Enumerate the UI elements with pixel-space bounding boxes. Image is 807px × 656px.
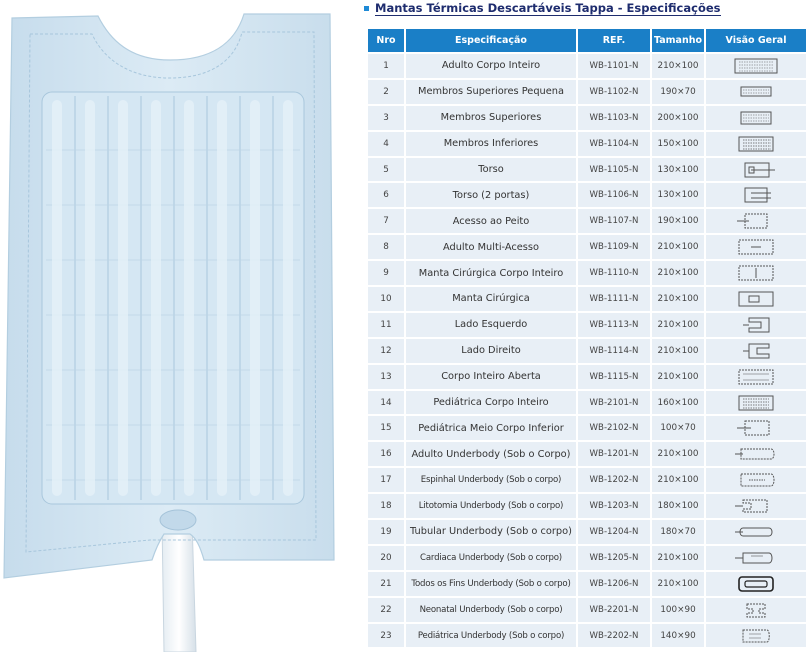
row-size: 130×100 bbox=[652, 183, 704, 207]
row-reference: WB-1104-N bbox=[578, 132, 650, 156]
pediatric-underbody-blanket-icon bbox=[706, 624, 806, 648]
table-row bbox=[368, 520, 806, 544]
multi-access-blanket-icon bbox=[706, 235, 806, 259]
table-body bbox=[368, 54, 806, 647]
row-specification: Pediátrica Corpo Inteiro bbox=[406, 391, 576, 415]
row-size: 210×100 bbox=[652, 339, 704, 363]
left-side-blanket-icon bbox=[706, 313, 806, 337]
row-reference: WB-1201-N bbox=[578, 442, 650, 466]
row-reference: WB-1110-N bbox=[578, 261, 650, 285]
surgical-blanket-icon bbox=[706, 287, 806, 311]
row-number: 8 bbox=[368, 235, 404, 259]
row-specification: Lado Direito bbox=[406, 339, 576, 363]
row-specification: Membros Superiores Pequena bbox=[406, 80, 576, 104]
row-size: 210×100 bbox=[652, 54, 704, 78]
row-size: 180×100 bbox=[652, 494, 704, 518]
table-row bbox=[368, 287, 806, 311]
row-size: 160×100 bbox=[652, 391, 704, 415]
row-reference: WB-1204-N bbox=[578, 520, 650, 544]
row-size: 200×100 bbox=[652, 106, 704, 130]
warming-blanket-product-image bbox=[0, 0, 360, 652]
row-number: 14 bbox=[368, 391, 404, 415]
row-reference: WB-1113-N bbox=[578, 313, 650, 337]
row-number: 3 bbox=[368, 106, 404, 130]
row-specification: Torso bbox=[406, 158, 576, 182]
row-reference: WB-1203-N bbox=[578, 494, 650, 518]
row-reference: WB-1102-N bbox=[578, 80, 650, 104]
row-number: 21 bbox=[368, 572, 404, 596]
row-number: 2 bbox=[368, 80, 404, 104]
specification-table bbox=[366, 27, 807, 649]
torso-two-port-blanket-icon bbox=[706, 183, 806, 207]
row-specification: Todos os Fins Underbody (Sob o corpo) bbox=[406, 572, 576, 596]
row-reference: WB-2201-N bbox=[578, 598, 650, 622]
all-purpose-underbody-blanket-icon bbox=[706, 572, 806, 596]
row-specification: Tubular Underbody (Sob o corpo) bbox=[406, 520, 576, 544]
chest-access-blanket-icon bbox=[706, 209, 806, 233]
row-number: 1 bbox=[368, 54, 404, 78]
table-row bbox=[368, 339, 806, 363]
row-reference: WB-1101-N bbox=[578, 54, 650, 78]
table-row bbox=[368, 132, 806, 156]
table-row bbox=[368, 106, 806, 130]
row-number: 16 bbox=[368, 442, 404, 466]
row-size: 130×100 bbox=[652, 158, 704, 182]
row-reference: WB-1202-N bbox=[578, 468, 650, 492]
table-row bbox=[368, 468, 806, 492]
small-upper-limb-blanket-icon bbox=[706, 80, 806, 104]
table-row bbox=[368, 80, 806, 104]
row-size: 210×100 bbox=[652, 365, 704, 389]
table-row bbox=[368, 416, 806, 440]
row-specification: Neonatal Underbody (Sob o corpo) bbox=[406, 598, 576, 622]
row-reference: WB-1107-N bbox=[578, 209, 650, 233]
blanket-illustration bbox=[0, 0, 360, 652]
row-size: 140×90 bbox=[652, 624, 704, 648]
row-reference: WB-1111-N bbox=[578, 287, 650, 311]
table-row bbox=[368, 209, 806, 233]
row-reference: WB-1114-N bbox=[578, 339, 650, 363]
row-reference: WB-2102-N bbox=[578, 416, 650, 440]
table-header-row bbox=[368, 29, 806, 52]
row-size: 100×90 bbox=[652, 598, 704, 622]
column-header-nro: Nro bbox=[368, 29, 404, 52]
row-reference: WB-1106-N bbox=[578, 183, 650, 207]
row-reference: WB-1103-N bbox=[578, 106, 650, 130]
pediatric-full-body-blanket-icon bbox=[706, 391, 806, 415]
table-row bbox=[368, 235, 806, 259]
row-reference: WB-1206-N bbox=[578, 572, 650, 596]
tubular-underbody-blanket-icon bbox=[706, 520, 806, 544]
row-specification: Litotomia Underbody (Sob o corpo) bbox=[406, 494, 576, 518]
row-reference: WB-1109-N bbox=[578, 235, 650, 259]
row-number: 11 bbox=[368, 313, 404, 337]
row-size: 210×100 bbox=[652, 572, 704, 596]
row-number: 15 bbox=[368, 416, 404, 440]
row-size: 180×70 bbox=[652, 520, 704, 544]
row-specification: Pediátrica Underbody (Sob o corpo) bbox=[406, 624, 576, 648]
row-size: 210×100 bbox=[652, 313, 704, 337]
table-row bbox=[368, 183, 806, 207]
row-number: 19 bbox=[368, 520, 404, 544]
row-specification: Corpo Inteiro Aberta bbox=[406, 365, 576, 389]
table-row bbox=[368, 365, 806, 389]
column-header-overview: Visão Geral bbox=[706, 29, 806, 52]
right-side-blanket-icon bbox=[706, 339, 806, 363]
row-number: 18 bbox=[368, 494, 404, 518]
column-header-size: Tamanho bbox=[652, 29, 704, 52]
full-body-blanket-icon bbox=[706, 54, 806, 78]
table-row bbox=[368, 624, 806, 648]
row-number: 5 bbox=[368, 158, 404, 182]
row-number: 4 bbox=[368, 132, 404, 156]
table-row bbox=[368, 158, 806, 182]
page-title bbox=[364, 0, 721, 16]
row-number: 7 bbox=[368, 209, 404, 233]
row-specification: Cardiaca Underbody (Sob o corpo) bbox=[406, 546, 576, 570]
row-number: 23 bbox=[368, 624, 404, 648]
row-reference: WB-1205-N bbox=[578, 546, 650, 570]
row-reference: WB-1105-N bbox=[578, 158, 650, 182]
row-size: 190×70 bbox=[652, 80, 704, 104]
row-number: 6 bbox=[368, 183, 404, 207]
row-specification: Adulto Corpo Inteiro bbox=[406, 54, 576, 78]
row-number: 22 bbox=[368, 598, 404, 622]
surgical-full-body-blanket-icon bbox=[706, 261, 806, 285]
lithotomy-underbody-blanket-icon bbox=[706, 494, 806, 518]
table-row bbox=[368, 598, 806, 622]
row-number: 10 bbox=[368, 287, 404, 311]
spinal-underbody-blanket-icon bbox=[706, 468, 806, 492]
row-specification: Adulto Multi-Acesso bbox=[406, 235, 576, 259]
row-size: 210×100 bbox=[652, 442, 704, 466]
upper-limb-blanket-icon bbox=[706, 106, 806, 130]
table-row bbox=[368, 494, 806, 518]
row-specification: Acesso ao Peito bbox=[406, 209, 576, 233]
open-full-body-blanket-icon bbox=[706, 365, 806, 389]
adult-underbody-blanket-icon bbox=[706, 442, 806, 466]
table-row bbox=[368, 391, 806, 415]
column-header-specification: Especificação bbox=[406, 29, 576, 52]
table-row bbox=[368, 442, 806, 466]
column-header-ref: REF. bbox=[578, 29, 650, 52]
row-specification: Torso (2 portas) bbox=[406, 183, 576, 207]
row-number: 9 bbox=[368, 261, 404, 285]
row-number: 13 bbox=[368, 365, 404, 389]
row-size: 210×100 bbox=[652, 235, 704, 259]
row-reference: WB-2101-N bbox=[578, 391, 650, 415]
row-specification: Membros Inferiores bbox=[406, 132, 576, 156]
title-bullet-icon bbox=[364, 6, 369, 11]
row-reference: WB-2202-N bbox=[578, 624, 650, 648]
row-size: 190×100 bbox=[652, 209, 704, 233]
row-size: 210×100 bbox=[652, 261, 704, 285]
torso-blanket-icon bbox=[706, 158, 806, 182]
row-specification: Adulto Underbody (Sob o Corpo) bbox=[406, 442, 576, 466]
row-number: 12 bbox=[368, 339, 404, 363]
row-number: 20 bbox=[368, 546, 404, 570]
title-text: Mantas Térmicas Descartáveis Tappa - Especificações bbox=[375, 1, 721, 15]
row-size: 210×100 bbox=[652, 287, 704, 311]
lower-limb-blanket-icon bbox=[706, 132, 806, 156]
row-specification: Manta Cirúrgica bbox=[406, 287, 576, 311]
row-size: 150×100 bbox=[652, 132, 704, 156]
row-reference: WB-1115-N bbox=[578, 365, 650, 389]
row-specification: Membros Superiores bbox=[406, 106, 576, 130]
row-specification: Lado Esquerdo bbox=[406, 313, 576, 337]
table-row bbox=[368, 313, 806, 337]
cardiac-underbody-blanket-icon bbox=[706, 546, 806, 570]
row-size: 100×70 bbox=[652, 416, 704, 440]
pediatric-lower-half-blanket-icon bbox=[706, 416, 806, 440]
neonatal-underbody-blanket-icon bbox=[706, 598, 806, 622]
row-specification: Espinhal Underbody (Sob o corpo) bbox=[406, 468, 576, 492]
table-row bbox=[368, 261, 806, 285]
row-specification: Manta Cirúrgica Corpo Inteiro bbox=[406, 261, 576, 285]
row-size: 210×100 bbox=[652, 468, 704, 492]
row-number: 17 bbox=[368, 468, 404, 492]
row-size: 210×100 bbox=[652, 546, 704, 570]
table-row bbox=[368, 572, 806, 596]
table-row bbox=[368, 546, 806, 570]
row-specification: Pediátrica Meio Corpo Inferior bbox=[406, 416, 576, 440]
table-row bbox=[368, 54, 806, 78]
